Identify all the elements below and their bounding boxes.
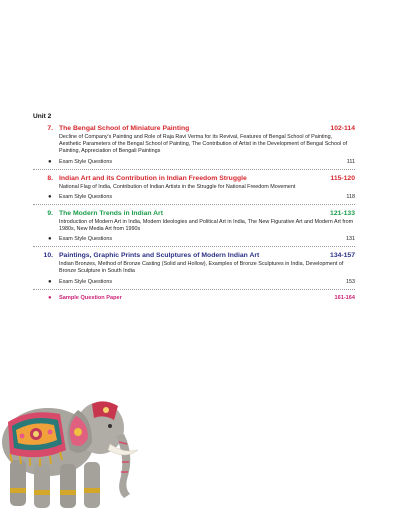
exam-questions-row[interactable] [48, 194, 355, 201]
chapter-number: 7. [47, 125, 53, 132]
exam-questions-label: Exam Style Questions [59, 193, 113, 200]
dotted-divider [33, 204, 355, 205]
unit-heading: Unit 2 [33, 113, 52, 120]
chapter-entry-8 [33, 174, 355, 205]
chapter-pages: 121-133 [330, 209, 355, 217]
sample-paper-entry[interactable] [48, 294, 355, 302]
chapter-number: 9. [47, 209, 53, 217]
exam-questions-row[interactable] [48, 279, 355, 286]
exam-questions-page: 111 [346, 158, 355, 165]
bullet-icon: ● [48, 158, 52, 165]
dotted-divider [33, 169, 355, 170]
chapter-pages: 115-120 [330, 174, 355, 182]
chapter-title: The Modern Trends in Indian Art [59, 209, 163, 217]
sample-paper-title: Sample Question Paper [59, 294, 122, 301]
chapter-number: 10. [43, 252, 53, 260]
chapter-heading[interactable] [33, 251, 355, 260]
exam-questions-page: 131 [346, 236, 355, 243]
chapter-description: National Flag of India, Contribution of Indian Artists in the Struggle for National Freedom Movement [59, 183, 296, 190]
chapter-title: Indian Art and its Contribution in Indian Freedom Struggle [59, 174, 247, 182]
bullet-icon: ● [48, 193, 52, 200]
sample-paper-pages: 161-164 [334, 294, 355, 301]
bullet-icon: ● [48, 236, 52, 243]
chapter-entry-7 [33, 124, 355, 170]
exam-questions-row[interactable] [48, 159, 355, 166]
exam-questions-page: 153 [346, 278, 355, 285]
chapter-heading[interactable] [33, 124, 355, 133]
exam-questions-page: 118 [346, 193, 355, 200]
exam-questions-label: Exam Style Questions [59, 278, 113, 285]
chapter-pages: 134-157 [330, 252, 355, 260]
bullet-icon: ● [48, 278, 52, 285]
exam-questions-label: Exam Style Questions [59, 236, 113, 243]
bullet-icon: ● [48, 294, 52, 301]
dotted-divider [33, 246, 355, 247]
chapter-heading[interactable] [33, 209, 355, 218]
dotted-divider [33, 289, 355, 290]
chapter-entry-10 [33, 251, 355, 289]
chapter-title: The Bengal School of Miniature Painting [59, 125, 190, 132]
chapter-heading[interactable] [33, 174, 355, 183]
exam-questions-label: Exam Style Questions [59, 158, 113, 165]
elephant-illustration-icon [0, 380, 140, 511]
chapter-entry-9 [33, 209, 355, 247]
chapter-pages: 102-114 [330, 125, 355, 132]
chapter-title: Paintings, Graphic Prints and Sculptures of Modern Indian Art [59, 252, 260, 260]
chapter-description: Indian Bronzes, Method of Bronze Casting (Solid and Hollow), Examples of Bronze Sculptures in India, Development of Bronze Sculpture in South India [59, 261, 344, 275]
chapter-number: 8. [47, 174, 53, 182]
exam-questions-row[interactable] [48, 236, 355, 243]
chapter-description: Decline of Company's Painting and Role of Raja Ravi Verma for its Revival, Features of Bengal School of Painting, Aesthetic Parameters of the Bengal School of Painting, The Contribution of Artist in the Development of Bengal School of Painting, Appreciation of Bengali Paintings [59, 134, 348, 155]
table-of-contents [33, 124, 355, 302]
chapter-description: Introduction of Modern Art in India, Modern Ideologies and Political Art in India, The New Figurative Art and Modern Art from 1980s, New Media Art from 1990s [59, 218, 354, 233]
